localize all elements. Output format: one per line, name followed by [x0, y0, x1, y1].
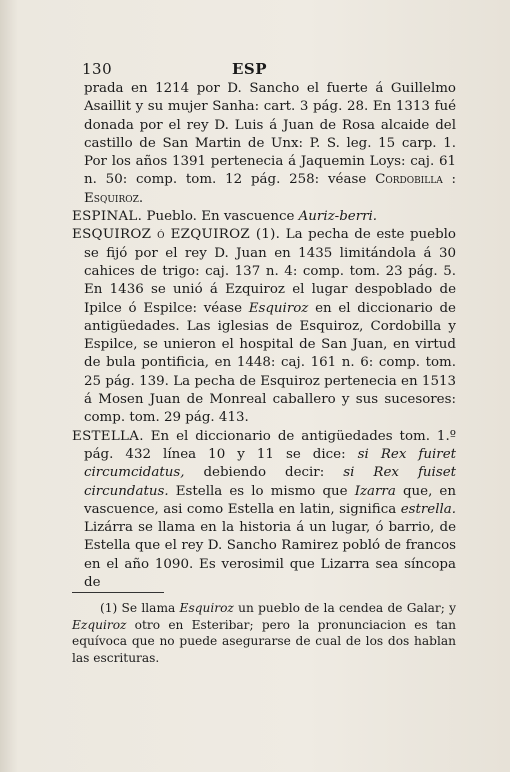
estella-i3: Izarra [354, 483, 396, 499]
running-head: ESP [232, 60, 268, 78]
entry-espinal-basque: Auriz-berri. [298, 209, 378, 225]
footnote-i1: Esquiroz [179, 601, 234, 615]
footnote-i2: Ezquiroz [72, 617, 127, 632]
main-text [72, 80, 456, 592]
continued-text: prada en 1214 por D. Sancho el fuerte á Guillelmo Asaillit y su mujer Sanha: cart. 3 pág. 28. En 1313 fué donada por el rey D. Luis á Juan de Rosa alcaide del castillo de San Martin de Unx: P. S. leg. 15 carp. 1. Por los años 1391 pertenecia á Jaquemin Loys: caj. 61 n. 50: comp. tom. 12 pág. 258: véase [84, 81, 456, 188]
entry-espinal-text: Pueblo. En vascuence [142, 209, 299, 225]
estella-t4: que, en vascuence, asi como Estella en latin, significa [84, 483, 456, 517]
entry-esquiroz [72, 226, 456, 427]
estella-t3: Estella es lo mismo que [168, 483, 355, 499]
continued-entry [72, 80, 456, 208]
entry-esquiroz-text-b: en el diccionario de antigüedades. Las iglesias de Esquiroz, Cordobilla y Espilce, se unieron el hospital de San Juan, en virtud de bula pontificia, en 1448: caj. 161 n. 6: comp. tom. 25 pág. 139. La pecha de Esquiroz pertenecia en 1513 á Mosen Juan de Monreal caballero y sus sucesores: comp. tom. 29 pág. 413. [84, 300, 456, 426]
estella-t1: En el diccionario de antigüedades tom. 1.º pág. 432 línea 10 y 11 se dice: [84, 428, 456, 462]
estella-i2: si Rex fuiset circundatus. [84, 465, 456, 499]
footnote-text [72, 600, 456, 666]
footnote-marker: (1) [100, 601, 118, 615]
footnote-t3: otro en Esteribar; pero la pronunciacion es tan equívoca que no puede asegurarse de cual de los dos hablan las escrituras. [72, 617, 456, 665]
entry-esquiroz-italic: Esquiroz [248, 300, 309, 316]
entry-esquiroz-text-a: La pecha de este pueblo se fijó por el rey D. Juan en 1435 limitándola á 30 cahices de trigo: caj. 137 n. 4: comp. tom. 23 pág. 5. En 1436 se unió á Ezquiroz el lugar despoblado de Ipilce ó Espilce: véase [84, 227, 456, 316]
estella-i4: estrella. [400, 501, 456, 517]
entry-espinal [72, 208, 456, 226]
page-header [82, 60, 444, 78]
footnote-rule [72, 592, 164, 593]
headword-esquiroz: ESQUIROZ ó EZQUIROZ (1). [72, 227, 281, 243]
headword-estella: ESTELLA. [72, 428, 144, 444]
cross-reference: Cordobilla : Esquiroz. [84, 172, 457, 206]
footnote-t1: Se llama [117, 601, 180, 615]
estella-t2: debiendo decir: [184, 465, 344, 481]
estella-t5: Lizárra se llama en la historia á un lugar, ó barrio, de Estella que el rey D. Sancho Ramirez pobló de francos en el año 1090. Es verosimil que Lizarra sea síncopa de [84, 520, 456, 591]
page-number: 130 [82, 60, 113, 78]
footnote [72, 600, 456, 666]
headword-espinal: ESPINAL. [72, 209, 143, 225]
entry-estella [72, 428, 456, 593]
estella-i1: si Rex fuiret circumcidatus, [84, 446, 456, 481]
footnote-t2: un pueblo de la cendea de Galar; y [233, 601, 456, 615]
